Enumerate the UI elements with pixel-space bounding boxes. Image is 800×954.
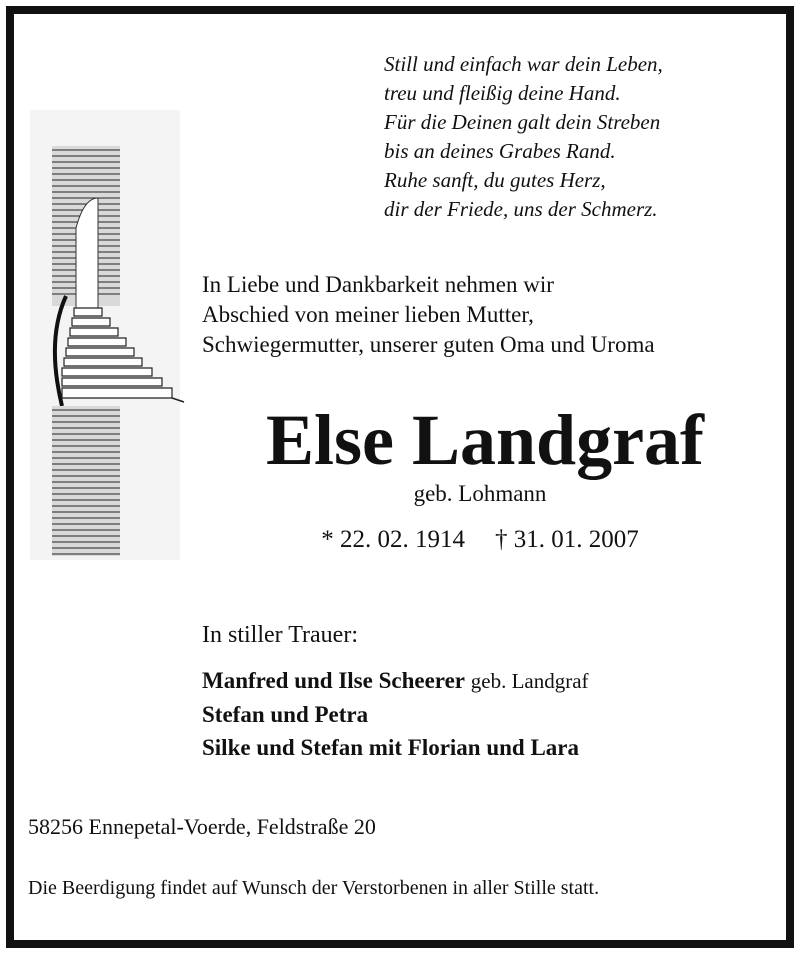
poem-line: Für die Deinen galt dein Streben [384, 110, 661, 134]
poem-line: treu und fleißig deine Hand. [384, 81, 621, 105]
mourner-entry [202, 731, 589, 764]
intro-text [202, 270, 655, 360]
deceased-name: Else Landgraf [265, 400, 705, 480]
staircase-icon [22, 110, 202, 570]
maiden-name: geb. Lohmann [413, 481, 547, 506]
poem-line: Still und einfach war dein Leben, [384, 52, 663, 76]
mourner-name: Stefan und Petra [202, 702, 369, 727]
funeral-notice: Die Beerdigung findet auf Wunsch der Verstorbenen in aller Stille statt. [28, 877, 600, 899]
mourner-entry [202, 698, 589, 731]
mourner-name: Manfred und Ilse Scheerer [202, 668, 465, 693]
mourning-heading: In stiller Trauer: [202, 622, 358, 648]
intro-line: Abschied von meiner lieben Mutter, [202, 302, 534, 327]
intro-line: In Liebe und Dankbarkeit nehmen wir [202, 272, 554, 297]
mourner-entry [202, 664, 589, 698]
mourner-note: geb. Landgraf [470, 669, 589, 693]
poem-line: bis an deines Grabes Rand. [384, 139, 616, 163]
intro-line: Schwiegermutter, unserer guten Oma und Uroma [202, 332, 655, 357]
mourners-list [202, 664, 589, 764]
life-dates [190, 524, 770, 556]
death-date: † 31. 01. 2007 [495, 526, 639, 553]
family-address: 58256 Ennepetal-Voerde, Feldstraße 20 [28, 814, 376, 839]
poem-line: Ruhe sanft, du gutes Herz, [384, 168, 606, 192]
poem-line: dir der Friede, uns der Schmerz. [384, 197, 658, 221]
mourner-name: Silke und Stefan mit Florian und Lara [202, 735, 580, 760]
poem [384, 50, 663, 224]
birth-date: * 22. 02. 1914 [321, 526, 465, 553]
